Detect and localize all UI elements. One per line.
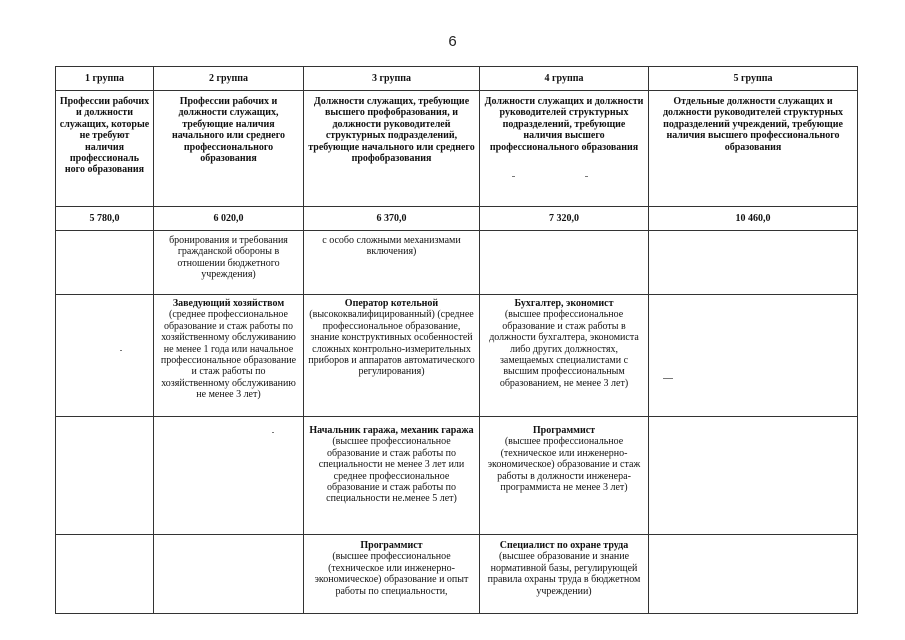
empty-cell [56, 231, 154, 295]
salary-groups-table [55, 66, 858, 614]
position-description: бронирования и требования гражданской обороны в отношении бюджетного учреждения) [169, 235, 288, 281]
position-description: (высшее образование и знание нормативной базы, регулирующей правила охраны труда в бюджетном учреждении) [487, 551, 641, 597]
empty-cell [56, 295, 154, 417]
group-4-position-cell [480, 535, 649, 614]
empty-cell [154, 417, 304, 535]
position-description: (высшее профессиональное образование и стаж работы по специальности не менее 3 лет или среднее профессиональное образование и стаж работы по специальности не.менее 5 лет) [318, 436, 465, 505]
group-3-position-cell [304, 295, 480, 417]
position-description: (высшее профессиональное образование и стаж работы в должности бухгалтера, экономиста либо других должностях, замещаемых специалистами с высшим профессиональным образованием, не менее 3 лет) [489, 309, 639, 389]
group-3-position-cell [304, 231, 480, 295]
position-description: с особо сложными механизмами включения) [322, 235, 461, 258]
position-title: Оператор котельной [344, 298, 439, 309]
group-3-header: 3 группа [304, 67, 480, 91]
group-3-salary: 6 370,0 [304, 207, 480, 231]
position-description: (среднее профессиональное образование и стаж работы по хозяйственному обслуживанию не менее 1 года или начальное профессиональное образование и стаж работы по хозяйственному обслуживанию не менее 3 лет) [160, 309, 297, 401]
group-4-salary: 7 320,0 [480, 207, 649, 231]
group-2-header: 2 группа [154, 67, 304, 91]
group-1-header: 1 группа [56, 67, 154, 91]
position-title: Программист [360, 540, 423, 551]
group-2-position-cell [154, 295, 304, 417]
empty-cell [480, 231, 649, 295]
scan-speck [272, 432, 274, 433]
empty-cell [649, 231, 858, 295]
position-title: Специалист по охране труда [499, 540, 629, 551]
group-1-description: Профессии рабочих и должности служащих, которые не требуют наличия профессиональ ного образования [56, 91, 154, 207]
group-5-description: Отдельные должности служащих и должности руководителей структурных подразделений учреждений, требующие наличия высшего профессионального образования [649, 91, 858, 207]
position-title: Программист [532, 425, 596, 436]
scan-speck [120, 350, 122, 351]
table-row [56, 535, 858, 614]
position-description: (высшее профессиональное (техническое или инженерно-экономическое) образование и опыт работы по специальности, [314, 551, 469, 597]
group-3-position-cell [304, 417, 480, 535]
empty-cell [154, 535, 304, 614]
group-4-description: Должности служащих и должности руководителей структурных подразделений, требующие наличия высшего профессионального образования [480, 91, 649, 207]
position-title: Бухгалтер, экономист [514, 298, 614, 309]
scan-speck [512, 176, 515, 177]
empty-cell [56, 535, 154, 614]
position-title: Заведующий хозяйством [172, 298, 285, 309]
page-number: 6 [448, 33, 457, 50]
group-5-salary: 10 460,0 [649, 207, 858, 231]
scan-speck [663, 378, 673, 379]
table-header-row [56, 67, 858, 91]
table-row [56, 417, 858, 535]
empty-cell [649, 417, 858, 535]
empty-cell [56, 417, 154, 535]
group-1-salary: 5 780,0 [56, 207, 154, 231]
group-3-description: Должности служащих, требующие высшего профобразования, и должности руководителей структурных подразделений, требующие начального или среднего профобразования [304, 91, 480, 207]
scan-speck [585, 176, 588, 177]
position-title: Начальник гаража, механик гаража [309, 425, 474, 436]
group-5-header: 5 группа [649, 67, 858, 91]
empty-cell [649, 295, 858, 417]
group-4-position-cell [480, 417, 649, 535]
group-2-salary: 6 020,0 [154, 207, 304, 231]
salary-row [56, 207, 858, 231]
empty-cell [649, 535, 858, 614]
table-row [56, 295, 858, 417]
table-row [56, 231, 858, 295]
group-4-header: 4 группа [480, 67, 649, 91]
position-description: (высококвалифицированный) (среднее профессиональное образование, знание конструктивных особенностей сложных контрольно-измерительных приборов и аппаратов автоматического регулирования) [308, 309, 475, 378]
group-3-position-cell [304, 535, 480, 614]
group-2-position-cell [154, 231, 304, 295]
group-2-description: Профессии рабочих и должности служащих, требующие наличия начального или среднего профессионального образования [154, 91, 304, 207]
group-description-row [56, 91, 858, 207]
position-description: (высшее профессиональное (техническое или инженерно-экономическое) образование и стаж работы в должности инженера-программиста не менее 3 лет) [487, 436, 641, 494]
group-4-position-cell [480, 295, 649, 417]
